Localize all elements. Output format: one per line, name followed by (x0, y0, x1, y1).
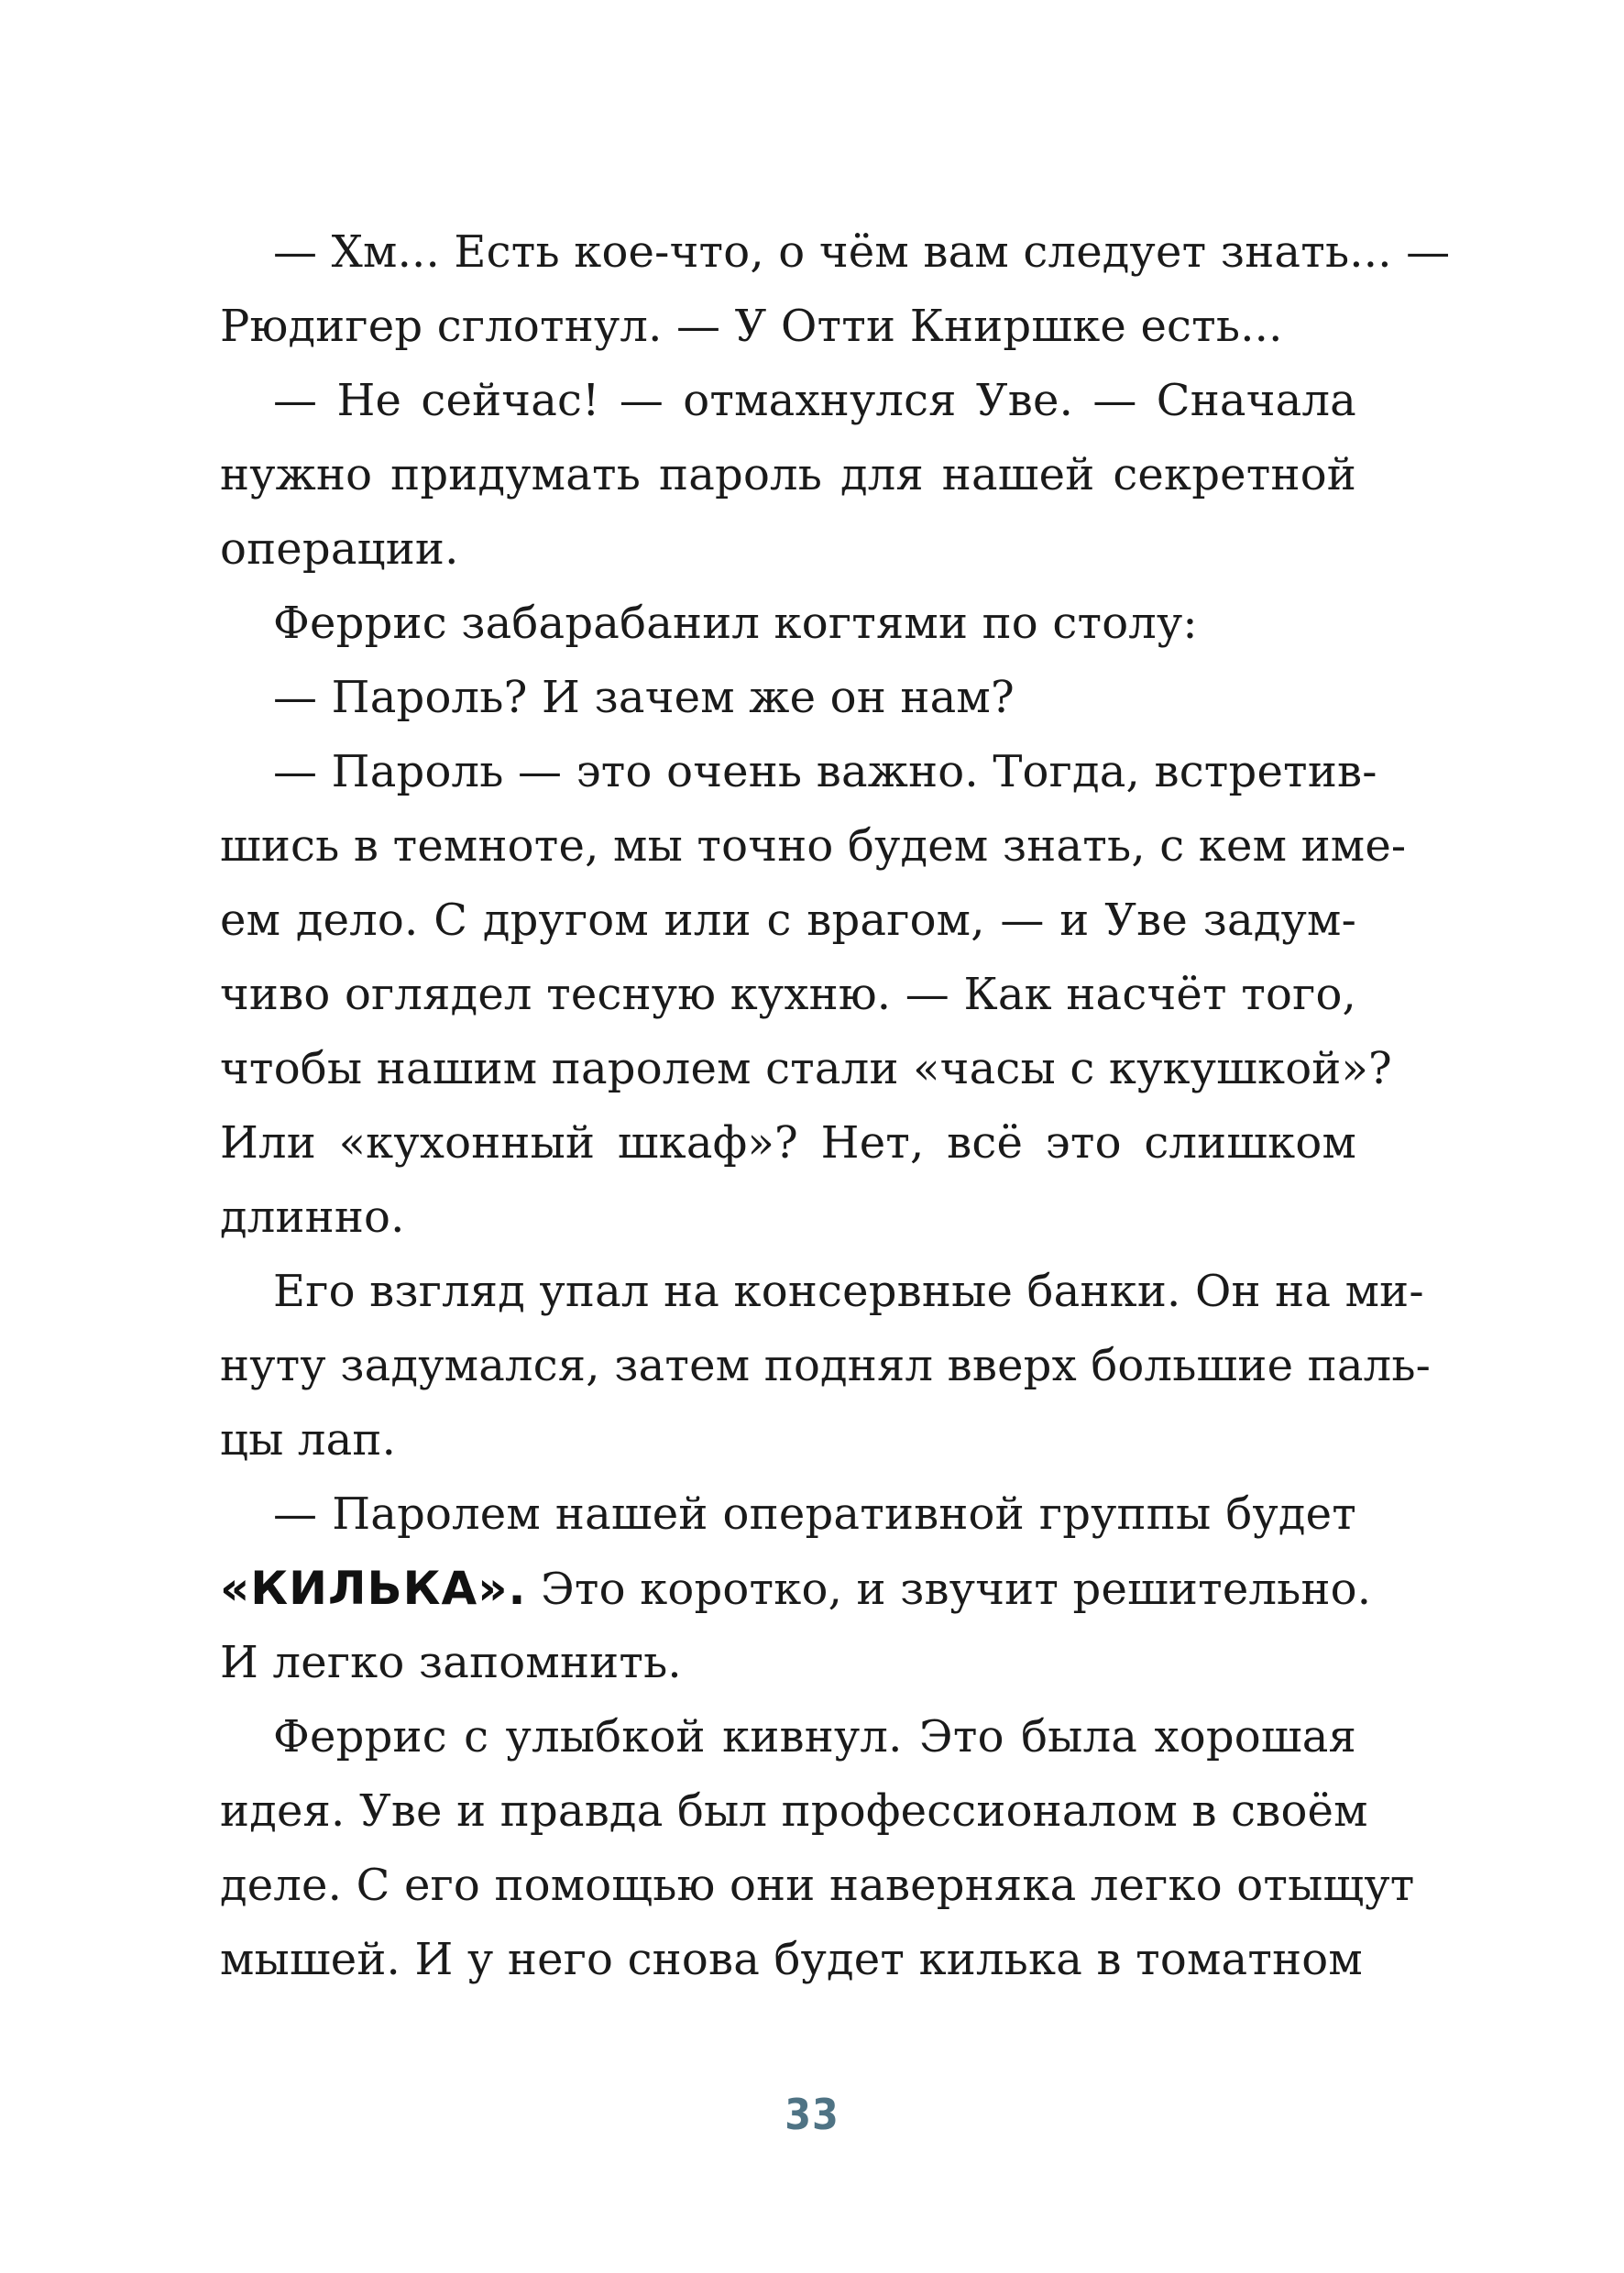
page-number: 33 (785, 2090, 839, 2139)
text-line: нужно придумать пароль для нашей секретной (220, 449, 1356, 500)
text-line: чтобы нашим паролем стали «часы с кукушкой»? (220, 1043, 1392, 1094)
highlight-line (220, 1552, 1372, 1626)
text-line: Рюдигер сглотнул. — У Отти Книршке есть... (220, 301, 1283, 352)
text-line: чиво оглядел тесную кухню. — Как насчёт того, (220, 969, 1356, 1020)
text-line: нуту задумался, затем поднял вверх большие паль- (220, 1340, 1432, 1391)
text-block (220, 215, 1451, 1552)
text-line: операции. (220, 523, 459, 575)
text-line: Или «кухонный шкаф»? Нет, всё это слишком (220, 1117, 1356, 1169)
page-body (220, 215, 1451, 1997)
text-line: — Хм... Есть кое-что, о чём вам следует знать... — (273, 226, 1451, 278)
highlight-line-rest: Это коротко, и звучит решительно. (526, 1564, 1372, 1615)
text-line: Его взгляд упал на консервные банки. Он на ми- (273, 1266, 1424, 1317)
text-line: И легко запомнить. (220, 1637, 682, 1688)
text-line: шись в темноте, мы точно будем знать, с кем име- (220, 820, 1407, 872)
text-line: ем дело. С другом или с врагом, — и Уве задум- (220, 895, 1356, 946)
text-line: Феррис с улыбкой кивнул. Это была хорошая (273, 1711, 1356, 1762)
text-line: — Паролем нашей оперативной группы будет (273, 1488, 1356, 1540)
text-line: цы лап. (220, 1414, 397, 1466)
text-line: — Не сейчас! — отмахнулся Уве. — Сначала (273, 375, 1356, 426)
text-line: длинно. (220, 1191, 405, 1243)
text-line: идея. Уве и правда был профессионалом в своём (220, 1785, 1368, 1837)
text-line: Феррис забарабанил когтями по столу: (273, 598, 1198, 649)
text-line: деле. С его помощью они наверняка легко отыщут (220, 1860, 1415, 1911)
text-line: — Пароль — это очень важно. Тогда, встретив- (273, 746, 1377, 797)
text-block-continued (220, 1626, 1415, 1997)
text-line: — Пароль? И зачем же он нам? (273, 672, 1015, 723)
text-line: мышей. И у него снова будет килька в томатном (220, 1934, 1363, 1985)
password-word: «КИЛЬКА». (220, 1562, 527, 1615)
